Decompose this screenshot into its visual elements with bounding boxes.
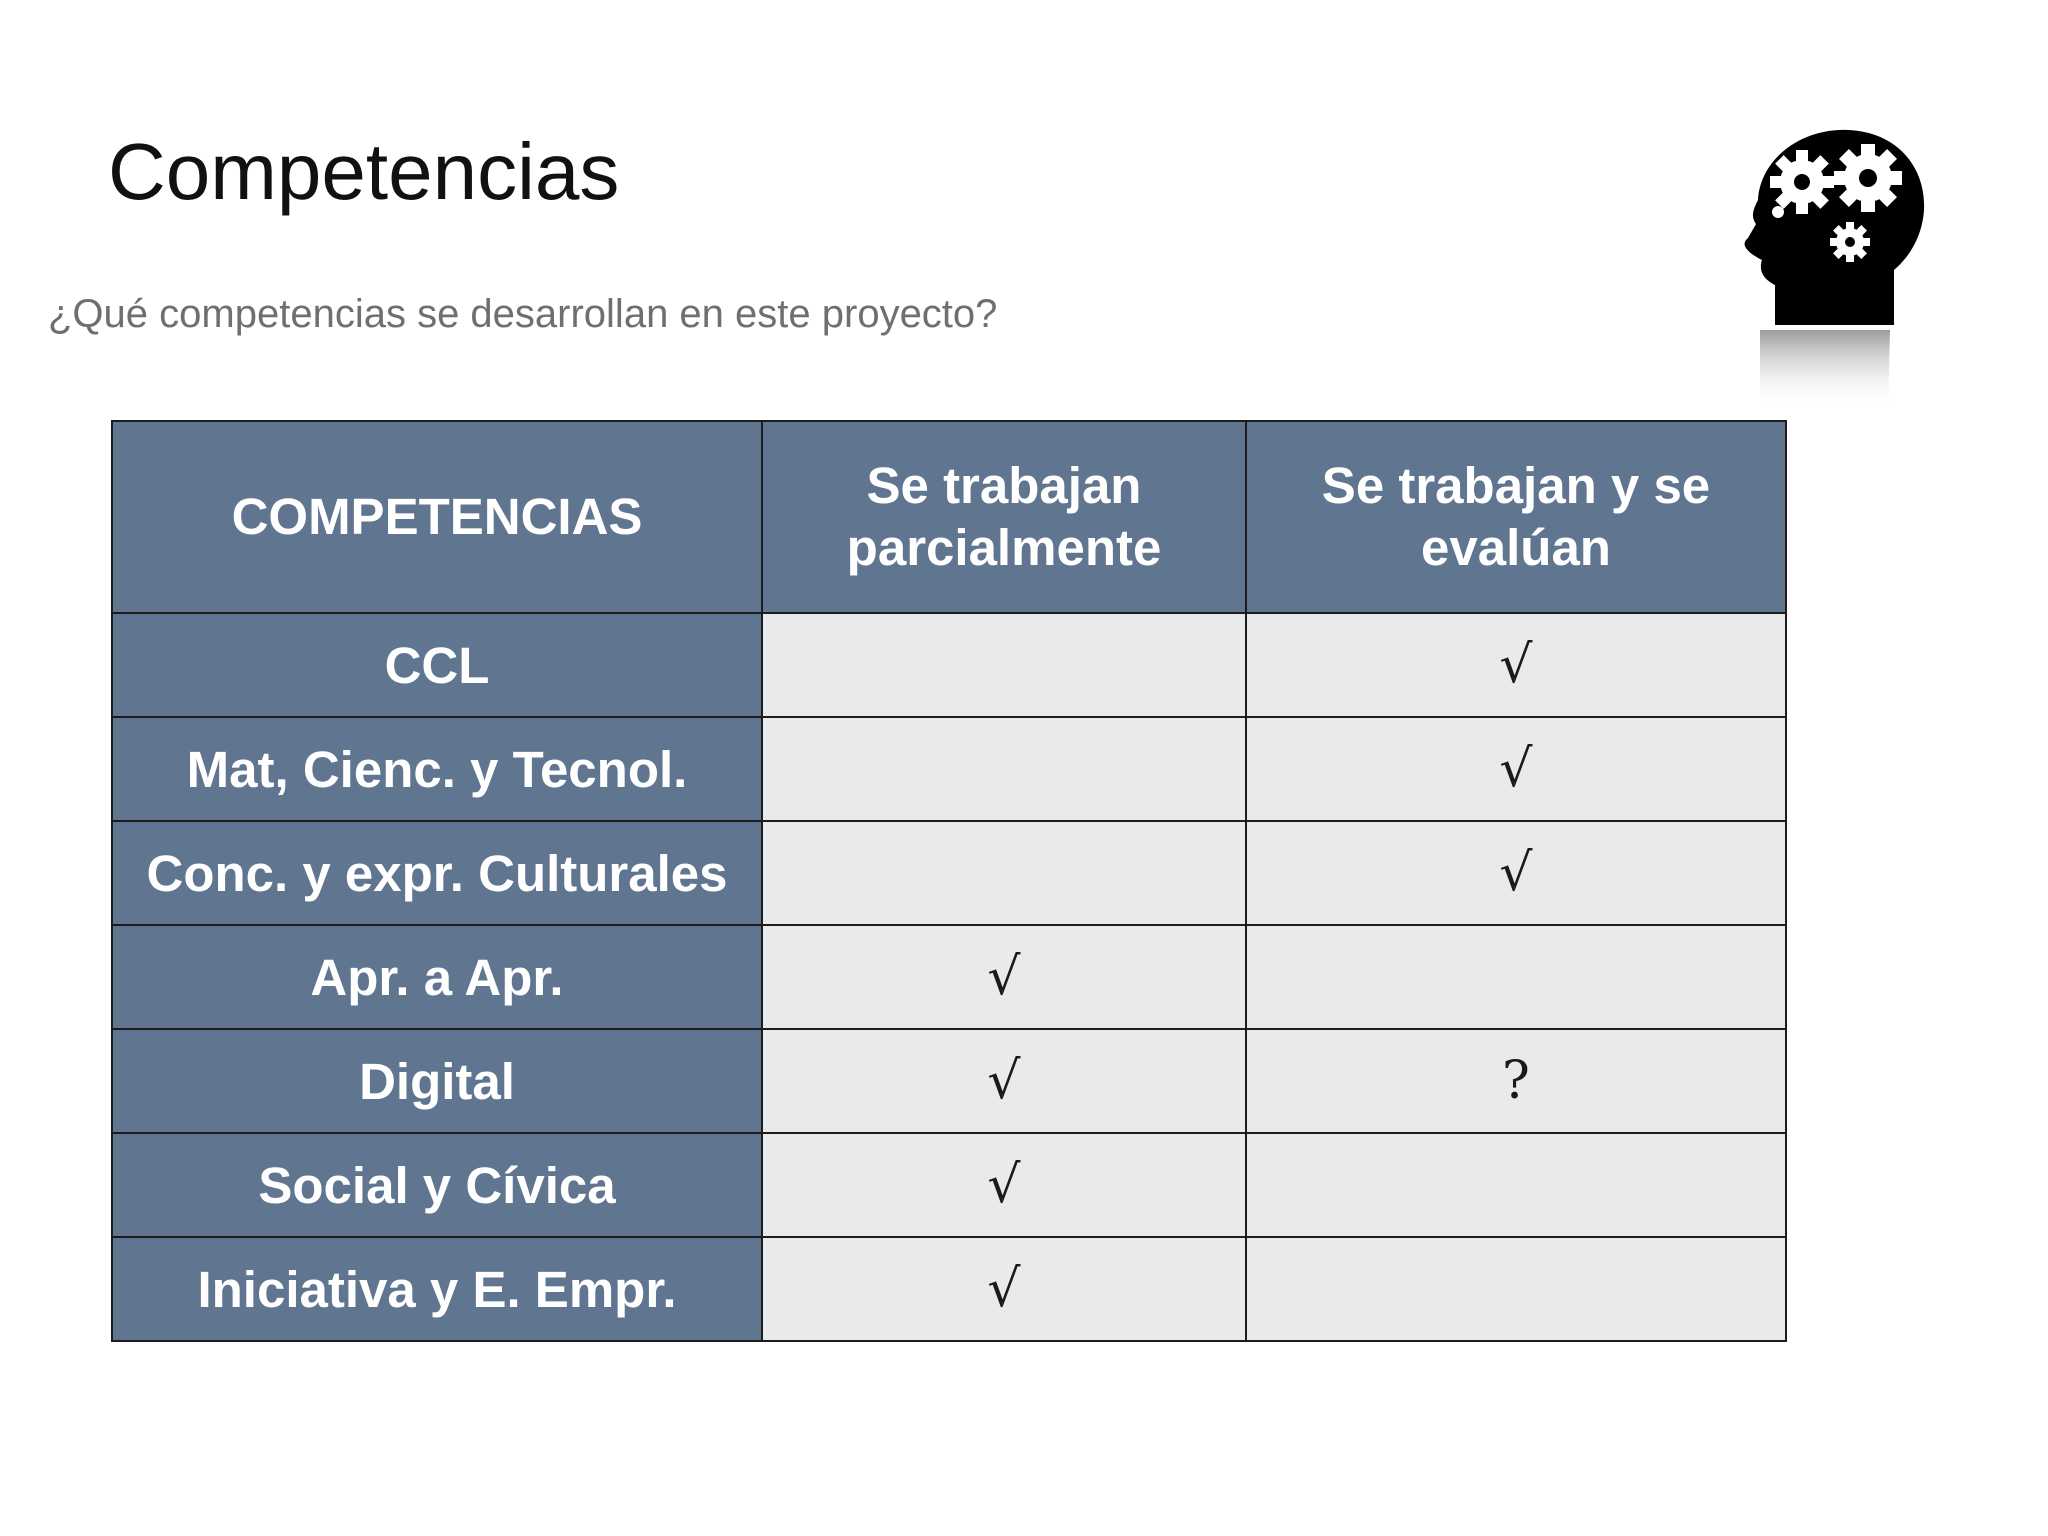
table-row <box>112 613 1786 717</box>
row-label: Iniciativa y E. Empr. <box>112 1237 762 1341</box>
cell-parcial <box>762 613 1246 717</box>
cell-parcial: √ <box>762 1029 1246 1133</box>
slide-title: Competencias <box>108 127 620 216</box>
row-label: CCL <box>112 613 762 717</box>
row-label: Mat, Cienc. y Tecnol. <box>112 717 762 821</box>
cell-evaluan: √ <box>1246 613 1786 717</box>
table-row <box>112 717 1786 821</box>
competencies-table <box>111 420 1787 1342</box>
table-row <box>112 1133 1786 1237</box>
cell-evaluan: √ <box>1246 821 1786 925</box>
cell-evaluan <box>1246 1237 1786 1341</box>
cell-evaluan: √ <box>1246 717 1786 821</box>
cell-evaluan: ? <box>1246 1029 1786 1133</box>
cell-parcial: √ <box>762 925 1246 1029</box>
table-row <box>112 821 1786 925</box>
cell-parcial <box>762 717 1246 821</box>
cell-parcial: √ <box>762 1237 1246 1341</box>
head-with-gears-icon <box>1730 120 1930 410</box>
cell-parcial <box>762 821 1246 925</box>
slide-subtitle: ¿Qué competencias se desarrollan en este proyecto? <box>48 292 998 336</box>
table-row <box>112 925 1786 1029</box>
row-label: Conc. y expr. Culturales <box>112 821 762 925</box>
header-competencias: COMPETENCIAS <box>112 421 762 613</box>
cell-evaluan <box>1246 1133 1786 1237</box>
table-row <box>112 1237 1786 1341</box>
table-row <box>112 1029 1786 1133</box>
header-se-trabajan-y-se-evaluan: Se trabajan y se evalúan <box>1246 421 1786 613</box>
row-label: Apr. a Apr. <box>112 925 762 1029</box>
header-se-trabajan-parcialmente: Se trabajan parcialmente <box>762 421 1246 613</box>
row-label: Social y Cívica <box>112 1133 762 1237</box>
cell-evaluan <box>1246 925 1786 1029</box>
row-label: Digital <box>112 1029 762 1133</box>
table-header-row <box>112 421 1786 613</box>
cell-parcial: √ <box>762 1133 1246 1237</box>
